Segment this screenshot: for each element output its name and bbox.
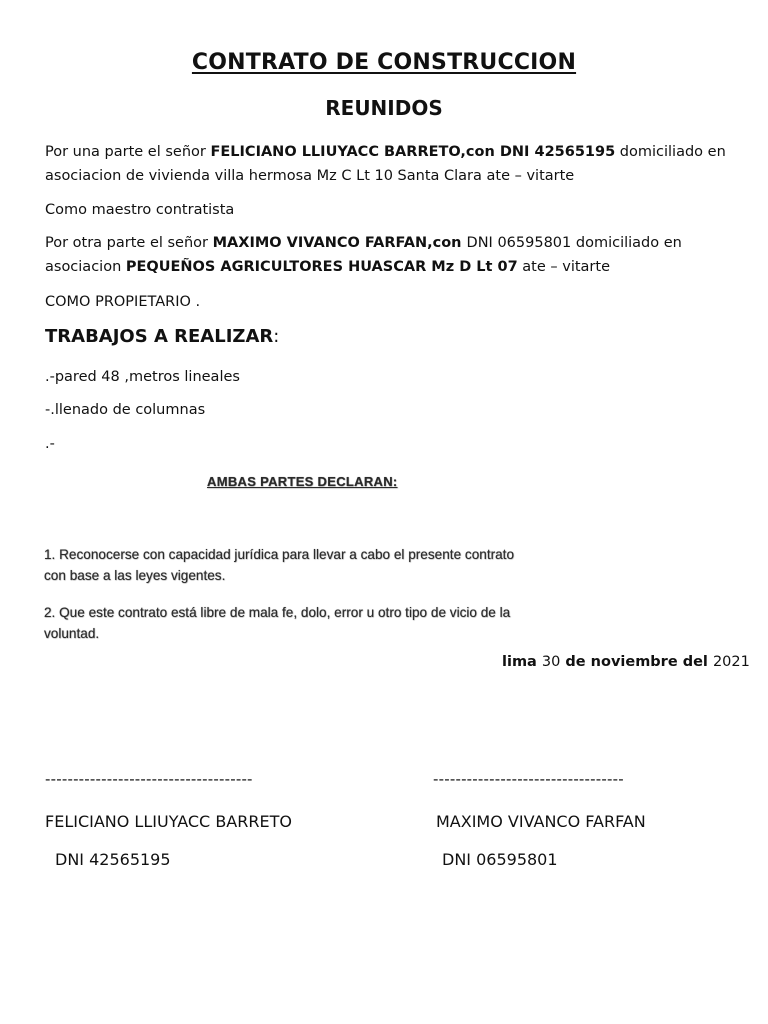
role1-text: Como maestro contratista xyxy=(45,202,235,218)
works-heading-colon: : xyxy=(273,326,280,347)
party1-name: FELICIANO LLIUYACC BARRETO xyxy=(210,144,461,160)
document-subtitle: REUNIDOS xyxy=(325,96,443,120)
party1-address-rest: Santa Clara ate – vitarte xyxy=(392,168,575,184)
party1-dni: DNI 42565195 xyxy=(499,144,616,160)
works-heading-text: TRABAJOS A REALIZAR xyxy=(45,326,274,347)
party2-address-rest: ate – vitarte xyxy=(517,259,611,275)
date-middle: de noviembre del xyxy=(560,654,713,670)
declaration-line: voluntad. xyxy=(44,626,100,641)
declaration-heading: AMBAS PARTES DECLARAN: xyxy=(207,474,398,489)
party1-address-mz: Mz C Lt xyxy=(316,168,375,184)
signature-line-right: ---------------------------------- xyxy=(433,770,624,788)
party1-dni-prefix: ,con xyxy=(460,144,500,160)
work-item: -.llenado de columnas xyxy=(45,402,206,418)
role2-text: COMO PROPIETARIO . xyxy=(45,294,201,310)
date-city: lima xyxy=(502,654,542,670)
declaration-line: 1. Reconocerse con capacidad jurídica para llevar a cabo el presente contrato xyxy=(44,547,515,562)
signature-dni-left: DNI 42565195 xyxy=(55,850,171,869)
signature-name-left: FELICIANO LLIUYACC BARRETO xyxy=(45,812,292,831)
party2-paragraph xyxy=(45,231,735,279)
work-item: .- xyxy=(45,436,55,452)
declaration-line: 2. Que este contrato está libre de mala fe, dolo, error u otro tipo de vicio de la xyxy=(44,605,511,620)
party2-dni-label: DNI xyxy=(466,235,498,251)
date-year: 2021 xyxy=(712,654,750,670)
document-title: CONTRATO DE CONSTRUCCION xyxy=(191,50,577,75)
work-item: .-pared 48 ,metros lineales xyxy=(45,369,240,385)
signature-dni-right: DNI 06595801 xyxy=(442,850,558,869)
party2-domicile-label: domiciliado en xyxy=(571,235,682,251)
declaration-item xyxy=(44,544,644,586)
party1-domicile-label: domiciliado en xyxy=(615,144,726,160)
works-heading xyxy=(45,326,279,347)
party2-dni-prefix: ,con xyxy=(427,235,467,251)
party2-intro: Por otra parte el señor xyxy=(45,235,213,251)
party2-address-bold: PEQUEÑOS AGRICULTORES HUASCAR Mz D Lt 07 xyxy=(125,259,518,275)
party2-address-start: asociacion xyxy=(45,259,126,275)
signature-line-left: ------------------------------------- xyxy=(45,770,253,788)
declaration-line: con base a las leyes vigentes. xyxy=(44,568,226,583)
party1-address-start: asociacion de vivienda villa hermosa xyxy=(45,168,317,184)
signature-name-right: MAXIMO VIVANCO FARFAN xyxy=(436,812,646,831)
contract-date xyxy=(502,654,750,670)
declaration-item xyxy=(44,602,644,644)
party1-address-lot: 10 xyxy=(374,168,393,184)
party1-intro: Por una parte el señor xyxy=(45,144,211,160)
date-day: 30 xyxy=(541,654,561,670)
party2-dni-number: 06595801 xyxy=(497,235,572,251)
party2-name: MAXIMO VIVANCO FARFAN xyxy=(212,235,428,251)
party1-paragraph xyxy=(45,140,735,188)
